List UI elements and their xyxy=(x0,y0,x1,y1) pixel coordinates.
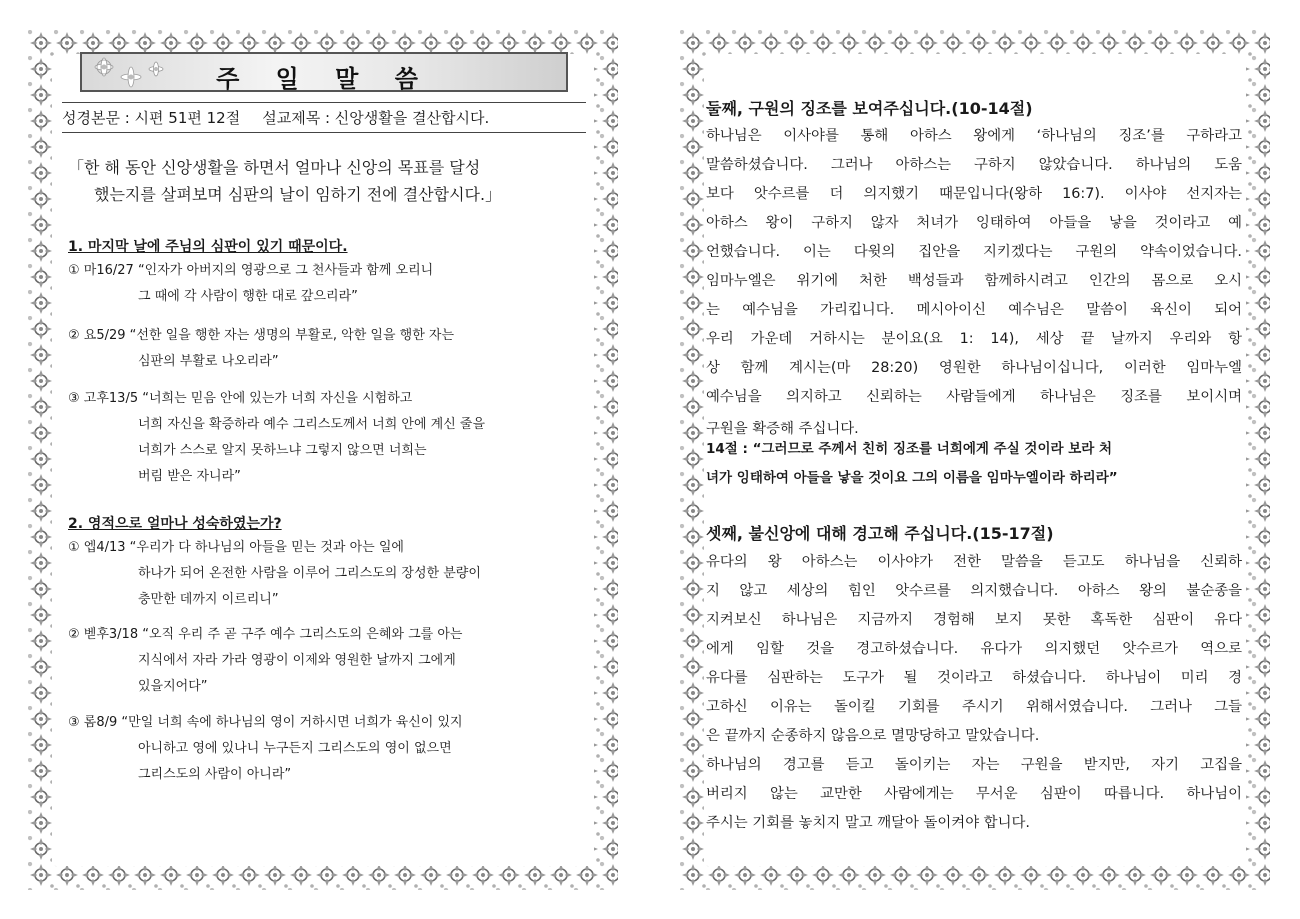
right-page xyxy=(680,30,1270,890)
body-line: 는 예수님을 가리킵니다. 메시아이신 예수님은 말씀이 육신이 되어 xyxy=(706,302,1242,318)
title-banner xyxy=(80,52,568,92)
sermon-summary xyxy=(68,154,588,208)
verse-line: 지식에서 자라 가라 영광이 이제와 영원한 날까지 그에게 xyxy=(138,653,456,668)
body-line: 유다를 심판하는 도구가 될 것이라고 하셨습니다. 하나님이 미리 경 xyxy=(706,670,1242,686)
sermon-title: 설교제목 : 신앙생활을 결산합시다. xyxy=(262,109,490,127)
verse-line: 하나가 되어 온전한 사람을 이루어 그리스도의 장성한 분량이 xyxy=(138,566,481,581)
verse-line: ① 엡4/13 “우리가 다 하나님의 아들을 믿는 것과 아는 일에 xyxy=(68,540,404,555)
body-line: 지켜보신 하나님은 지금까지 경험해 보지 못한 혹독한 심판이 유다 xyxy=(706,612,1242,628)
body-line: 상 함께 계시는(마 28:20) 영원한 하나님이십니다, 이러한 임마누엘 xyxy=(706,360,1242,376)
verse-line: 심판의 부활로 나오리라” xyxy=(138,354,279,369)
verse-block xyxy=(68,535,588,613)
body-line: 구원을 확증해 주십니다. xyxy=(706,421,859,437)
summary-line: 「한 해 동안 신앙생활을 하면서 얼마나 신앙의 목표를 달성 xyxy=(68,158,481,177)
quote-line: 녀가 잉태하여 아들을 낳을 것이요 그의 이름을 임마누엘이라 하리라” xyxy=(706,470,1118,486)
verse-line: 그 때에 각 사람이 행한 대로 갚으리라” xyxy=(138,289,358,304)
body-line: 임마누엘은 위기에 처한 백성들과 함께하시려고 인간의 몸으로 오시 xyxy=(706,273,1242,289)
verse-line: ② 벧후3/18 “오직 우리 주 곧 구주 예수 그리스도의 은혜와 그를 아는 xyxy=(68,627,463,642)
summary-line: 했는지를 살펴보며 심판의 날이 임하기 전에 결산합시다.」 xyxy=(94,185,502,204)
body-line: 에게 임할 것을 경고하셨습니다. 유다가 의지했던 앗수르가 역으로 xyxy=(706,641,1242,657)
point-2-body xyxy=(706,122,1242,444)
point-3-body xyxy=(706,548,1242,838)
point-2-heading: 둘째, 구원의 징조를 보여주십니다.(10-14절) xyxy=(706,99,1033,118)
section-2-title: 2. 영적으로 얼마나 성숙하였는가? xyxy=(68,516,282,532)
verse-block xyxy=(68,710,588,788)
verse-block xyxy=(68,622,588,700)
body-line: 주시는 기회를 놓치지 말고 깨달아 돌이켜야 합니다. xyxy=(706,815,1030,831)
scripture-info xyxy=(62,102,586,133)
verse-line: ③ 고후13/5 “너희는 믿음 안에 있는가 너희 자신을 시험하고 xyxy=(68,391,413,406)
quote-line: 14절 : “그러므로 주께서 친히 징조를 너희에게 주실 것이라 보라 처 xyxy=(706,441,1113,457)
verse-block xyxy=(68,386,588,490)
verse-line: 버림 받은 자니라” xyxy=(138,469,241,484)
page-title: 주 일 말 씀 xyxy=(216,65,432,93)
body-line: 언했습니다. 이는 다윗의 집안을 지키겠다는 구원의 약속이었습니다. xyxy=(706,244,1242,260)
left-page xyxy=(28,30,618,890)
body-line: 말씀하셨습니다. 그러나 아하스는 구하지 않았습니다. 하나님의 도움 xyxy=(706,157,1242,173)
body-line: 하나님은 이사야를 통해 아하스 왕에게 ‘하나님의 징조’를 구하라고 xyxy=(706,128,1242,144)
body-line: 고하신 이유는 돌이킬 기회를 주시기 위해서였습니다. 그러나 그들 xyxy=(706,699,1242,715)
verse-line: ① 마16/27 “인자가 아버지의 영광으로 그 천사들과 함께 오리니 xyxy=(68,263,434,278)
body-line: 아하스 왕이 구하지 않자 처녀가 잉태하여 아들을 낳을 것이라고 예 xyxy=(706,215,1242,231)
verse-line: 그리스도의 사람이 아니라” xyxy=(138,767,292,782)
verse-line: 너희가 스스로 알지 못하느냐 그렇지 않으면 너희는 xyxy=(138,443,427,458)
verse-block xyxy=(68,323,588,375)
body-line: 우리 가운데 거하시는 분이요(요 1: 14), 세상 끝 날까지 우리와 항 xyxy=(706,331,1242,347)
verse-line: ② 요5/29 “선한 일을 행한 자는 생명의 부활로, 악한 일을 행한 자는 xyxy=(68,328,455,343)
body-line: 예수님을 의지하고 신뢰하는 사람들에게 하나님은 징조를 보이시며 xyxy=(706,389,1242,405)
point-3-heading: 셋째, 불신앙에 대해 경고해 주십니다.(15-17절) xyxy=(706,524,1054,543)
body-line: 하나님의 경고를 듣고 돌이키는 자는 구원을 받지만, 자기 고집을 xyxy=(706,757,1242,773)
verse-line: 충만한 데까지 이르리니” xyxy=(138,592,279,607)
body-line: 보다 앗수르를 더 의지했기 때문입니다(왕하 16:7). 이사야 선지자는 xyxy=(706,186,1242,202)
body-line: 지 않고 세상의 힘인 앗수르를 의지했습니다. 아하스 왕의 불순종을 xyxy=(706,583,1242,599)
body-line: 유다의 왕 아하스는 이사야가 전한 말씀을 듣고도 하나님을 신뢰하 xyxy=(706,554,1242,570)
key-verse-quote xyxy=(706,435,1242,493)
verse-line: 너희 자신을 확증하라 예수 그리스도께서 너희 안에 계신 줄을 xyxy=(138,417,486,432)
scripture-label: 성경본문 : 시편 51편 12절 xyxy=(62,109,241,127)
section-1-title: 1. 마지막 날에 주님의 심판이 있기 때문이다. xyxy=(68,239,348,255)
verse-block xyxy=(68,258,588,310)
body-line: 은 끝까지 순종하지 않음으로 멸망당하고 말았습니다. xyxy=(706,728,1040,744)
body-line: 버리지 않는 교만한 사람에게는 무서운 심판이 따릅니다. 하나님이 xyxy=(706,786,1242,802)
verse-line: ③ 롬8/9 “만일 너희 속에 하나님의 영이 거하시면 너희가 육신이 있지 xyxy=(68,715,463,730)
verse-line: 있을지어다” xyxy=(138,679,208,694)
verse-line: 아니하고 영에 있나니 누구든지 그리스도의 영이 없으면 xyxy=(138,741,452,756)
